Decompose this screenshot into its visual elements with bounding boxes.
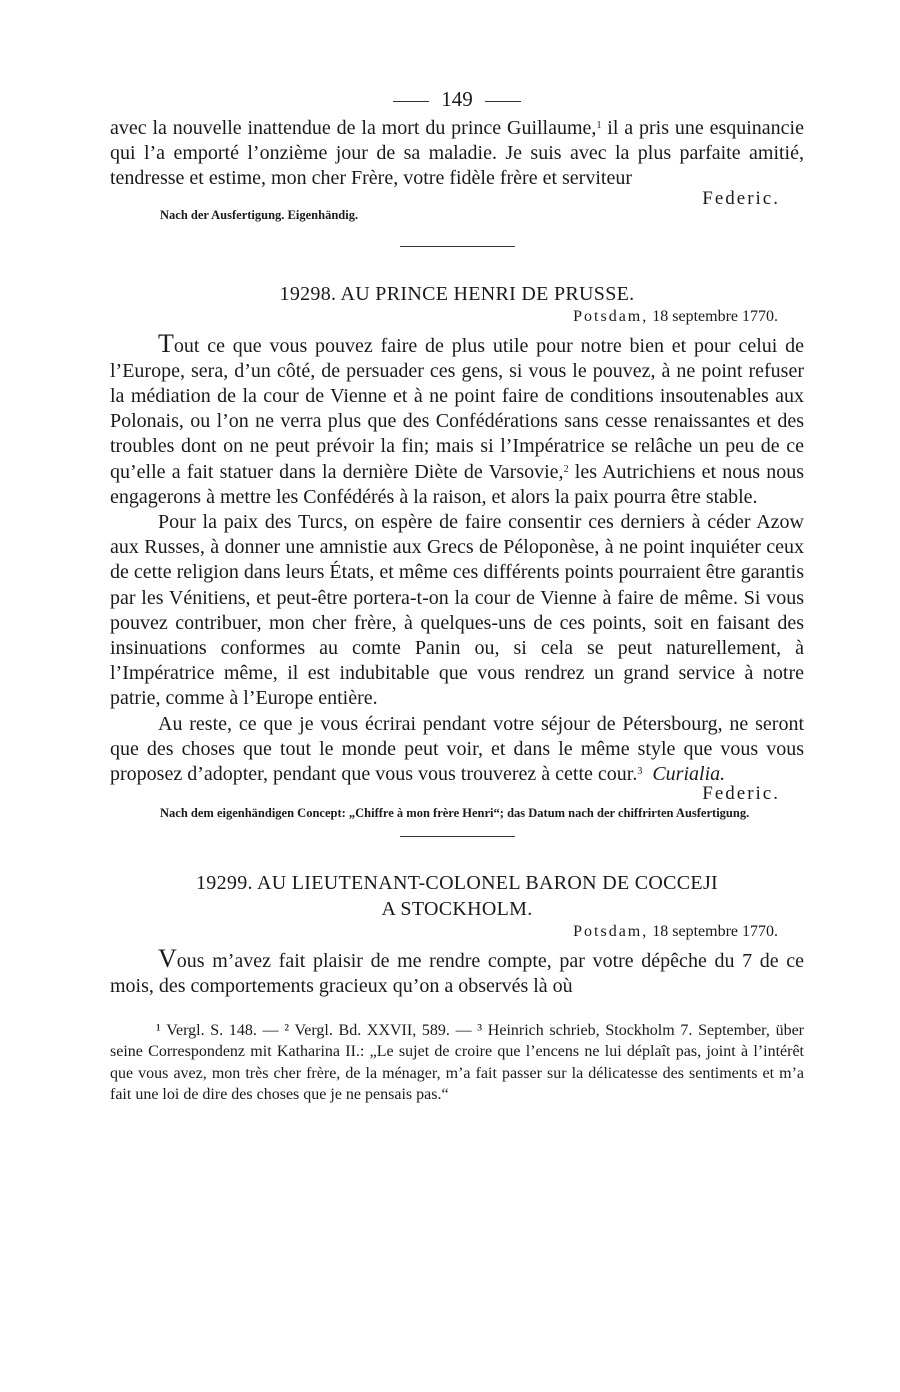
letter-heading: 19298. AU PRINCE HENRI DE PRUSSE. bbox=[279, 282, 635, 305]
letter-dateline bbox=[110, 307, 804, 327]
letter-heading: 19299. AU LIEUTENANT-COLONEL BARON DE COCCEJI bbox=[196, 872, 718, 895]
letter-paragraph bbox=[110, 328, 804, 510]
paragraph-text: out ce que vous pouvez faire de plus utile pour notre bien et pour celui de l’Europe, sera, d’un côté, de persuader ces gens, si vous le pouvez, à ne point refuser la médiation de la cour de Vienne et à ne point faire de conditions insoutenables aux Polonais, ou l’on ne verra plus que des Confédérations sans cesse renaissantes et des troubles dont on ne peut prévoir la fin; mais si l’Impératrice se relâche un peu de ce qu’elle a fait statuer dans la dernière Diète de Varsovie, bbox=[110, 334, 804, 483]
letter-date: 18 septembre 1770. bbox=[652, 307, 778, 325]
page bbox=[110, 86, 804, 1106]
italic-note: Curialia. bbox=[652, 763, 726, 786]
initial-letter: V bbox=[158, 944, 177, 974]
letter-heading-line-2: A STOCKHOLM. bbox=[381, 898, 533, 921]
letter-place: Potsdam, bbox=[573, 923, 649, 941]
divider bbox=[393, 101, 429, 102]
footnote-ref: 2 bbox=[563, 463, 569, 475]
page-number: 149 bbox=[441, 87, 473, 111]
continuation-paragraph bbox=[110, 116, 804, 192]
signature: Federic. bbox=[702, 783, 780, 805]
section-divider bbox=[400, 246, 515, 247]
page-number-line bbox=[110, 86, 804, 112]
section-divider bbox=[400, 836, 515, 837]
source-note: Nach dem eigenhändigen Concept: „Chiffre à mon frère Henri“; das Datum nach der chiffrirten Ausfertigung. bbox=[160, 806, 750, 821]
letter-paragraph bbox=[110, 712, 804, 788]
footnotes bbox=[110, 1020, 804, 1106]
footnote-text: ¹ Vergl. S. 148. — ² Vergl. Bd. XXVII, 589. — ³ Heinrich schrieb, Stockholm 7. September, über seine Correspondenz mit Katharina II.: „Le sujet de croire que l’encens ne lui déplaît pas, joint à l’intérêt que vous avez, mon très cher frère, de la ménager, m’a fait passer sur la délicatesse des sentiments et m’a fait une loi de dire des choses que je ne pensais pas.“ bbox=[110, 1021, 804, 1104]
letter-dateline bbox=[110, 922, 804, 942]
footnote-ref: 3 bbox=[637, 766, 643, 778]
letter-place: Potsdam, bbox=[573, 307, 649, 325]
paragraph-text: les Autrichiens et nous nous engagerons à mettre les Confédérés à la raison, et alors la paix pourra être stable. bbox=[110, 460, 804, 508]
footnote-ref: 1 bbox=[596, 120, 602, 131]
paragraph-text: avec la nouvelle inattendue de la mort du prince Guillaume, bbox=[110, 117, 597, 139]
source-note: Nach der Ausfertigung. Eigenhändig. bbox=[160, 207, 359, 222]
paragraph-text: il a pris une esquinancie qui l’a emporté l’onzième jour de sa maladie. Je suis avec la plus parfaite amitié, tendresse et estime, mon cher Frère, votre fidèle frère et serviteur bbox=[110, 117, 804, 190]
letter-paragraph bbox=[110, 946, 804, 999]
divider bbox=[485, 101, 521, 102]
paragraph-text: ous m’avez fait plaisir de me rendre compte, par votre dépêche du 7 de ce mois, des comportements gracieux qu’on a observés là où bbox=[110, 950, 804, 998]
signature: Federic. bbox=[702, 187, 780, 209]
letter-paragraph: Pour la paix des Turcs, on espère de faire consentir ces derniers à céder Azow aux Russes, à donner une amnistie aux Grecs de Péloponèse, à ne point inquiéter ceux de cette religion dans leurs États, et même ces différents points pourraient être garantis par les Vénitiens, et peut-être portera-t-on la cour de Vienne à faire de même. Si vous pouvez contribuer, mon cher frère, à quelques-uns de ces points, soit en faisant des insinuations conformes au comte Panin ou, si cela se peut naturellement, à l’Impératrice même, il est indubitable que vous rendrez un grand service à notre patrie, comme à l’Europe entière. bbox=[110, 511, 804, 710]
initial-letter: T bbox=[158, 328, 174, 358]
paragraph-text: Au reste, ce que je vous écrirai pendant votre séjour de Pétersbourg, ne seront que des choses que tout le monde peut voir, et dans le même style que vous vous proposez d’adopter, pendant que vous vous trouverez à cette cour. bbox=[110, 712, 804, 786]
letter-date: 18 septembre 1770. bbox=[652, 923, 778, 941]
